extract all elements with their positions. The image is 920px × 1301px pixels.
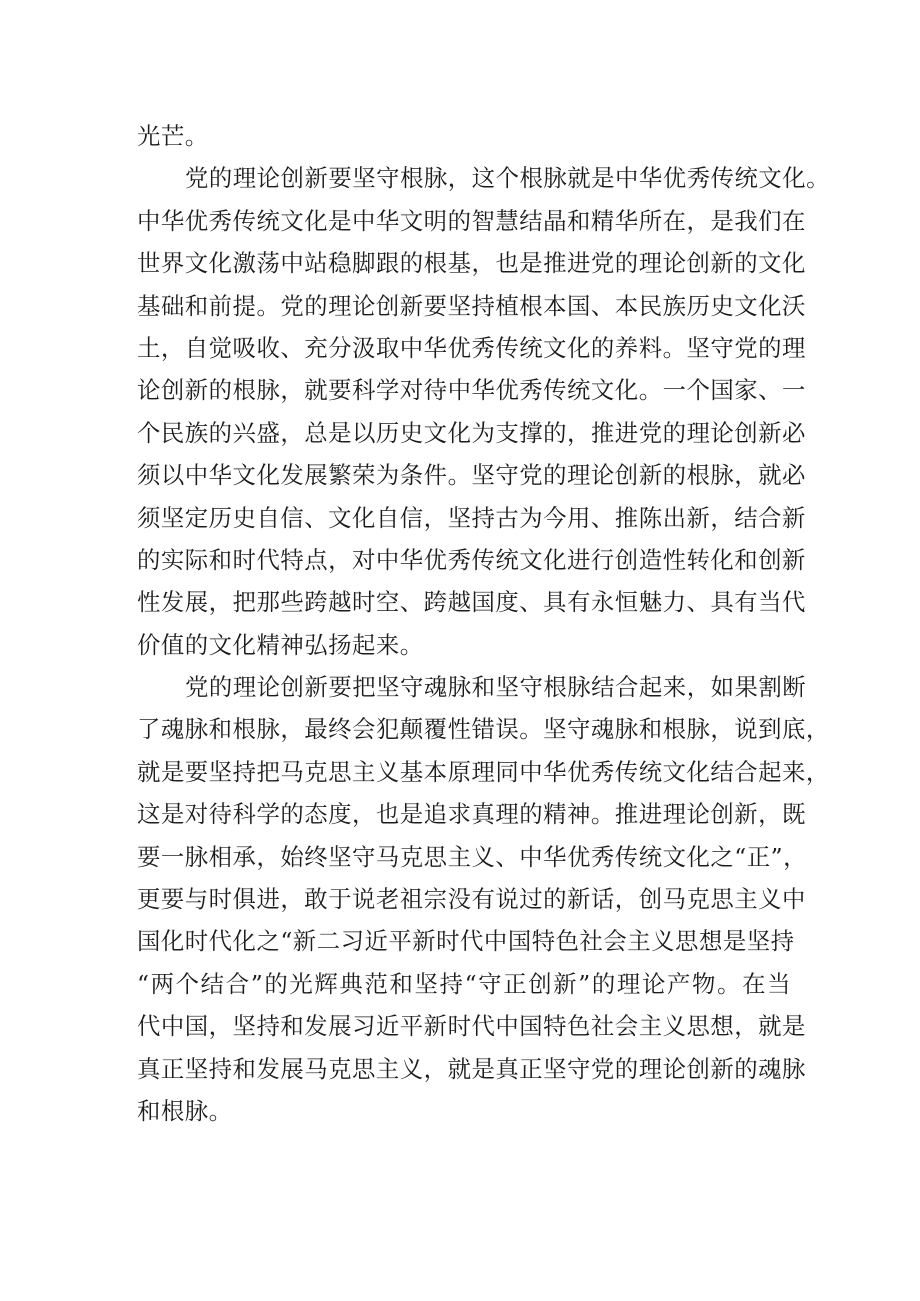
text-line: 就是要坚持把马克思主义基本原理同中华优秀传统文化结合起来， <box>137 757 830 786</box>
text-line: 这是对待科学的态度，也是追求真理的精神。推进理论创新，既 <box>137 800 806 829</box>
paragraph-last-line: 价值的文化精神弘扬起来。 <box>137 630 424 659</box>
text-line: 世界文化激荡中站稳脚跟的根基，也是推进党的理论创新的文化 <box>137 249 806 278</box>
text-line: 了魂脉和根脉，最终会犯颠覆性错误。坚守魂脉和根脉，说到底， <box>137 715 830 744</box>
text-line: 须以中华文化发展繁荣为条件。坚守党的理论创新的根脉，就必 <box>137 461 806 490</box>
text-line: 论创新的根脉，就要科学对待中华优秀传统文化。一个国家、一 <box>137 376 806 405</box>
text-line: 土，自觉吸收、充分汲取中华优秀传统文化的养料。坚守党的理 <box>137 333 806 362</box>
text-line: 真正坚持和发展马克思主义，就是真正坚守党的理论创新的魂脉 <box>137 1054 806 1083</box>
paragraph-first-line: 党的理论创新要坚守根脉，这个根脉就是中华优秀传统文化。 <box>185 164 831 193</box>
paragraph-first-line: 党的理论创新要把坚守魂脉和坚守根脉结合起来，如果割断 <box>185 673 807 702</box>
text-line: 要一脉相承，始终坚守马克思主义、中华优秀传统文化之“正”， <box>137 842 807 871</box>
document-body <box>137 115 831 1132</box>
text-line: 代中国，坚持和发展习近平新时代中国特色社会主义思想，就是 <box>137 1012 806 1041</box>
text-line: 的实际和时代特点，对中华优秀传统文化进行创造性转化和创新 <box>137 545 806 574</box>
paragraph-last-line: 和根脉。 <box>137 1096 233 1125</box>
text-line: 光芒。 <box>137 122 209 150</box>
text-line: 国化时代化之“新二习近平新时代中国特色社会主义思想是坚持 <box>137 927 795 956</box>
text-line: “两个结合”的光辉典范和坚持“守正创新”的理论产物。在当 <box>137 969 791 998</box>
text-line: 性发展，把那些跨越时空、跨越国度、具有永恒魅力、具有当代 <box>137 588 806 617</box>
text-line: 基础和前提。党的理论创新要坚持植根本国、本民族历史文化沃 <box>137 291 806 320</box>
text-line: 中华优秀传统文化是中华文明的智慧结晶和精华所在，是我们在 <box>137 206 806 235</box>
text-line: 更要与时俱进，敢于说老祖宗没有说过的新话，创马克思主义中 <box>137 885 806 914</box>
text-line: 个民族的兴盛，总是以历史文化为支撑的，推进党的理论创新必 <box>137 418 806 447</box>
text-line: 须坚定历史自信、文化自信，坚持古为今用、推陈出新，结合新 <box>137 503 806 532</box>
